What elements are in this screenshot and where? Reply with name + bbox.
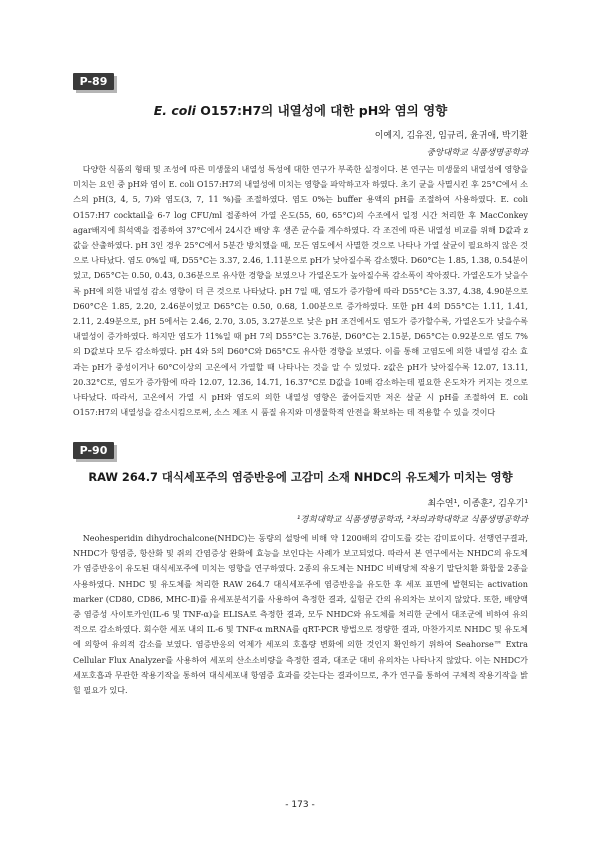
affiliation: ¹경희대학교 식품생명공학과, ²차의과학대학교 식품생명공학과	[296, 515, 528, 525]
page-number: - 173 -	[285, 800, 315, 810]
section-badge: P-89	[73, 73, 114, 90]
author-list: 최수연¹, 이종훈², 김우기¹	[427, 499, 528, 509]
abstract-title: RAW 264.7 대식세포주의 염증반응에 고감미 소재 NHDC의 유도체가 미치는 영향	[88, 470, 513, 484]
abstract-body: Neohesperidin dihydrochalcone(NHDC)는 동량의 설탕에 비해 약 1200배의 감미도를 갖는 감미료이다. 선행연구결과, NHDC가 항염증, 항산화 및 쥐의 간염증상 완화에 효능을 보인다는 사례가 보고되었다. 따라서 본 연구에서는 NHDC의 유도체가 염증반응이 유도된 대식세포주에 미치는 영향을 연구하였다. 2종의 유도체는 NHDC 비배당체 작용기 말단치환 화합물 2종을 사용하였다. NHDC 및 유도체를 처리한 RAW 264.7 대식세포주에 염증반응을 유도한 후 세포 표면에 발현되는 activation marker (CD80, CD86, MHC-Ⅱ)를 유세포분석기를 사용하여 측정한 결과, 실험군 간의 유의차는 보이지 않았다. 또한, 배양액중 염증성 사이토카인(IL-6 및 TNF-α)을 ELISA로 측정한 결과, 모두 NHDC와 유도체를 처리한 군에서 대조군에 비하여 유의적으로 감소하였다. 회수한 세포 내의 IL-6 및 TNF-α mRNA를 qRT-PCR 방법으로 정량한 결과, 마찬가지로 NHDC 및 유도체에 의항여 유의적 감소를 보였다. 염증반응의 억제가 세포의 호흡량 변화에 의한 것인지 확인하기 위하여 Seahorse™ Extra Cellular Flux Analyzer를 사용하여 세포의 산소소비량을 측정한 결과, 대조군 대비 유의차는 나타나지 않았다. 이는 NHDC가 세포호흡과 무관한 작용기작을 통하여 대식세포내 항염증 효과를 갖는다는 결과이므로, 추가 연구를 통하여 구체적 작용기작을 밝힐 필요가 있다.	[73, 533, 528, 696]
author-list: 이예지, 김유진, 임규리, 윤귀애, 박기환	[374, 131, 528, 141]
abstract-body: 다양한 식품의 형태 및 조성에 따른 미생물의 내열성 특성에 대한 연구가 부족한 실정이다. 본 연구는 미생물의 내열성에 영향을 미치는 요인 중 pH와 염이 E. coli O157:H7의 내열성에 미치는 영향을 파악하고자 하였다. 초기 균을 사멸시킨 후 25°C에서 소스의 pH(3, 4, 5, 7)와 염도(3, 7, 11 %)를 조절하였다. 염도 0%는 buffer 용액의 pH를 조절하여 사용하였다. E. coli O157:H7 cocktail을 6-7 log CFU/ml 접종하여 가열 온도(55, 60, 65°C)의 수조에서 일정 시간 처리한 후 MacConkey agar배지에 희석액을 접종하여 37°C에서 24시간 배양 후 생존 균수를 계수하였다. 각 조건에 따른 내열성 비교를 위해 D값과 z값을 산출하였다. pH 3인 경우 25°C에서 5분간 방치했을 때, 모든 염도에서 사멸한 것으로 나타나 가열 살균이 필요하지 않은 것으로 나타났다. 염도 0%일 때, D55°C는 3.37, 2.46, 1.11분으로 pH가 낮아질수록 감소했다. D60°C는 1.85, 1.38, 0.54분이었고, D65°C는 0.50, 0.43, 0.36분으로 유사한 경향을 보였으나 가열온도가 높아질수록 감소폭이 작아졌다. 가열온도가 낮을수록 pH에 의한 내열성 감소 영향이 더 큰 것으로 나타났다. pH 7일 때, 염도가 증가함에 따라 D55°C는 3.37, 4.38, 4.90분으로 D60°C은 1.85, 2.20, 2.46분이었고 D65°C는 0.50, 0.68, 1.00분으로 증가하였다. 또한 pH 4의 D55°C는 1.11, 1.41, 2.11, 2.49분으로, pH 5에서는 2.46, 2.70, 3.05, 3.27분으로 낮은 pH 조건에서도 염도가 증가할수록, 가열온도가 낮을수록 내열성이 증가하였다. 하지만 염도가 11%일 때 pH 7의 D55°C는 3.76분, D60°C는 2.15분, D65°C는 0.92분으로 염도 7%의 D값보다 모두 감소하였다. pH 4와 5의 D60°C와 D65°C도 유사한 경향을 보였다. 이를 통해 고염도에 의한 내열성 감소 효과는 pH가 중성이거나 60°C이상의 고온에서 가열할 때 나타나는 것을 알 수 있었다. z값은 pH가 낮아질수록 12.07, 13.11, 20.32°C로, 염도가 증가함에 따라 12.07, 12.36, 14.71, 16.37°C로 D값을 10배 감소하는데 필요한 온도차가 커지는 것으로 나타났다. 따라서, 고온에서 가열 시 pH와 염도의 의한 내열성 영향은 줄어들지만 저온 살균 시 pH를 조절하여 E. coli O157:H7의 내열성을 감소시킴으로써, 소스 제조 시 품질 유지와 미생물학적 안전을 확보하는 데 적용할 수 있을 것이다	[73, 164, 528, 418]
affiliation: 중앙대학교 식품생명공학과	[426, 148, 528, 158]
section-badge: P-90	[73, 442, 114, 459]
abstract-title: E. coli O157:H7의 내열성에 대한 pH와 염의 영향	[153, 103, 448, 118]
